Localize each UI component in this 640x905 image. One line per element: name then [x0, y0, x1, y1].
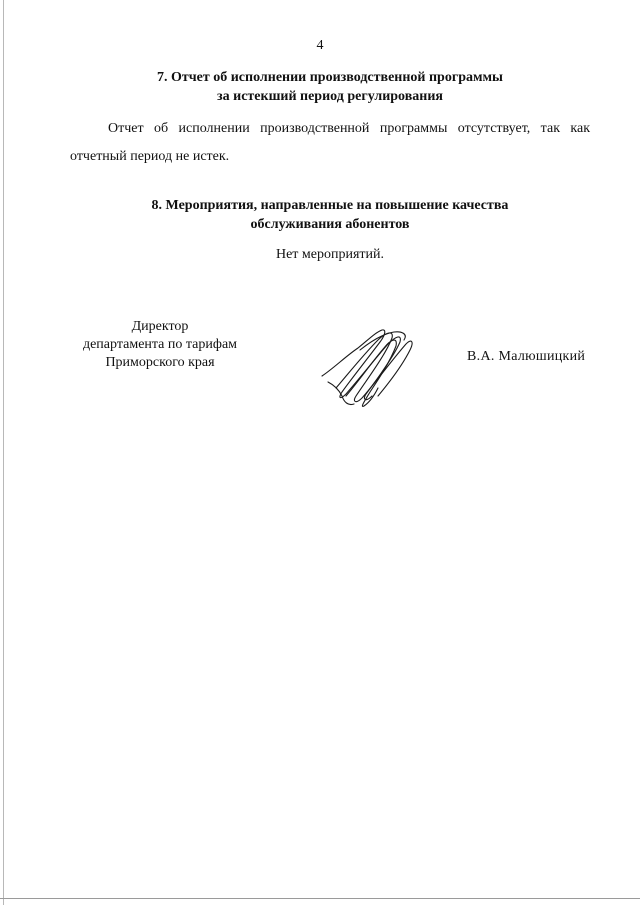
section-8-title-line-1: 8. Мероприятия, направленные на повышение качества: [151, 198, 509, 213]
handwritten-signature: [316, 326, 416, 408]
signatory-position: [60, 318, 260, 372]
signatory-position-line-2: департамента по тарифам: [82, 337, 238, 352]
signatory-position-line-1: Директор: [131, 319, 189, 334]
scan-edge-bottom: [0, 898, 640, 899]
section-7-heading: [0, 68, 640, 106]
signatory-position-line-3: Приморского края: [105, 355, 215, 370]
section-8-heading: [0, 196, 640, 234]
page-number: 4: [316, 38, 324, 53]
section-7-title-line-2: за истекший период регулирования: [217, 89, 443, 104]
section-7-text-line-2: отчетный период не истек.: [70, 149, 230, 164]
section-7-title-line-1: 7. Отчет об исполнении производственной программы: [156, 70, 503, 85]
section-8-title-line-2: обслуживания абонентов: [250, 217, 410, 232]
section-8-text: Нет мероприятий.: [275, 247, 385, 262]
scan-edge-left: [3, 0, 4, 905]
signer-name: В.А. Малюшицкий: [467, 349, 586, 364]
section-7-text-line-1: Отчет об исполнении производственной программы отсутствует, так как: [108, 121, 590, 136]
